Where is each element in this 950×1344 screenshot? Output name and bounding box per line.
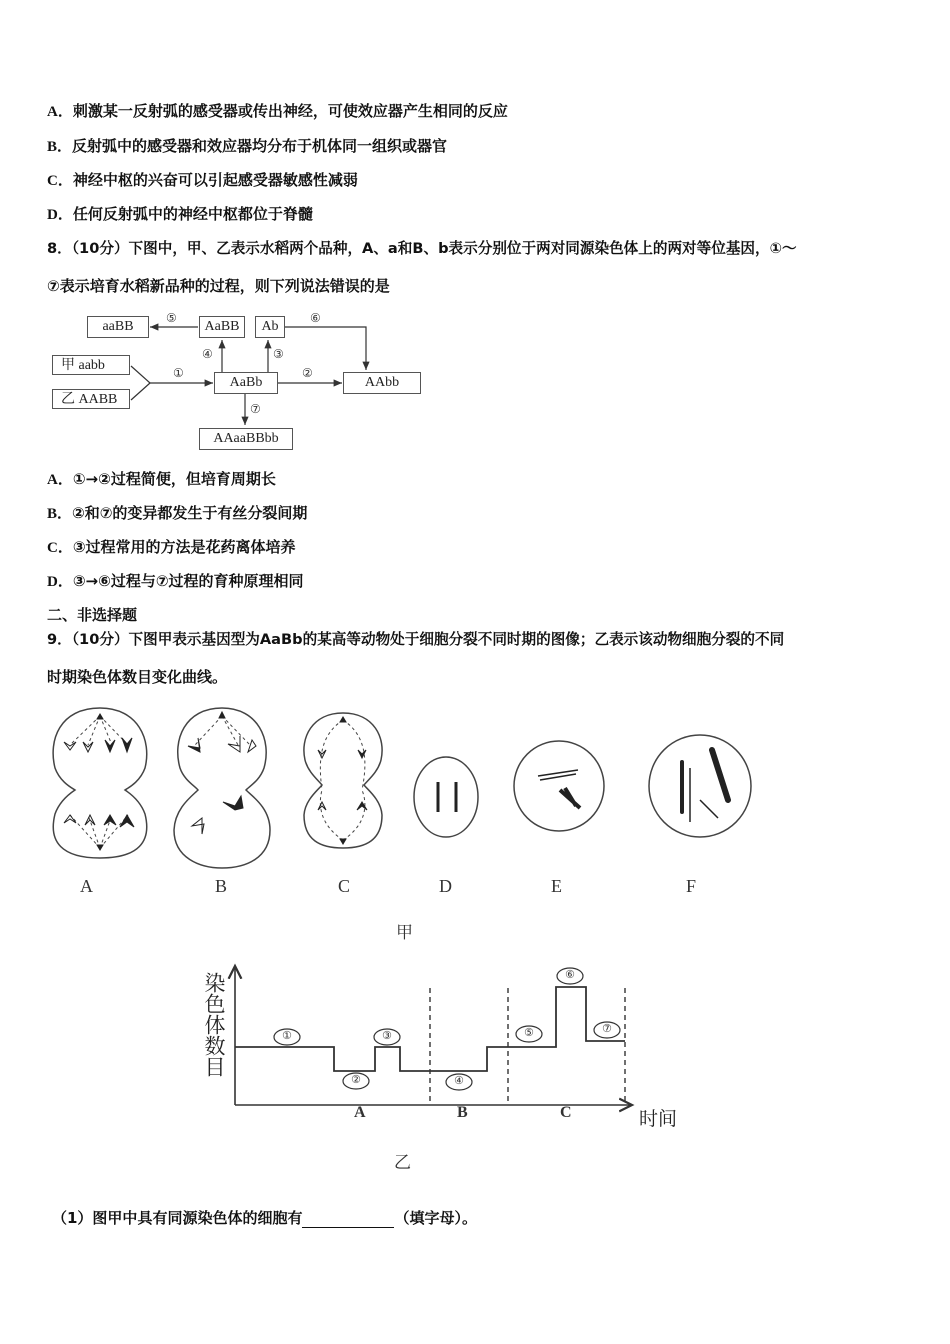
cell-label-c: C [338, 876, 351, 896]
fig2-caption: 乙 [394, 1153, 411, 1173]
q8-option-b: B．②和⑦的变异都发生于有丝分裂间期 [47, 504, 308, 522]
graph-ylabel: 染色体数目 [202, 972, 226, 1077]
q7-option-b: B．反射弧中的感受器和效应器均分布于机体同一组织或器官 [47, 137, 448, 155]
step-7: ⑦ [250, 402, 261, 416]
stage-label-c: C [560, 1104, 572, 1121]
q8-option-c: C．③过程常用的方法是花药离体培养 [47, 538, 296, 556]
fig1-caption: 甲 [396, 923, 413, 943]
graph-xlabel: 时间 [639, 1108, 678, 1130]
box-aaBB: aaBB [87, 316, 149, 338]
seg-3: ③ [382, 1029, 392, 1042]
box-AaBB: AaBB [199, 316, 245, 338]
cell-label-b: B [215, 876, 228, 896]
cell-label-f: F [686, 876, 697, 896]
step-3: ③ [273, 347, 284, 361]
seg-1: ① [282, 1029, 292, 1042]
q8-stem-line2: ⑦表示培育水稻新品种的过程，则下列说法错误的是 [47, 277, 390, 295]
seg-6: ⑥ [565, 968, 575, 981]
step-6: ⑥ [310, 311, 321, 325]
q9-sub1: （1）图甲中具有同源染色体的细胞有 （填字母）。 [52, 1209, 477, 1227]
q7-option-a: A．刺激某一反射弧的感受器或传出神经，可使效应器产生相同的反应 [47, 102, 508, 120]
stage-label-a: A [354, 1104, 366, 1121]
answer-blank[interactable] [302, 1211, 394, 1228]
cell-label-e: E [551, 876, 562, 896]
q8-option-a: A．①→②过程简便，但培育周期长 [47, 470, 276, 488]
box-yi: 乙 AABB [52, 389, 130, 409]
q8-stem-line1: 8．（10分）下图中，甲、乙表示水稻两个品种，A、a和B、b表示分别位于两对同源染色体上的两对等位基因，①～ [47, 240, 797, 257]
box-Ab: Ab [255, 316, 285, 338]
step-4: ④ [202, 347, 213, 361]
seg-4: ④ [454, 1074, 464, 1087]
step-1: ① [173, 366, 184, 380]
box-jia: 甲 aabb [52, 355, 130, 375]
seg-7: ⑦ [602, 1022, 612, 1035]
q8-option-d: D．③→⑥过程与⑦过程的育种原理相同 [47, 572, 304, 590]
step-2: ② [302, 366, 313, 380]
box-AaBb: AaBb [214, 372, 278, 394]
q9-stem-line2: 时期染色体数目变化曲线。 [47, 668, 228, 686]
box-AAbb: AAbb [343, 372, 421, 394]
q7-option-d: D．任何反射弧中的神经中枢都位于脊髓 [47, 205, 313, 223]
step-5: ⑤ [166, 311, 177, 325]
box-AAaaBBbb: AAaaBBbb [199, 428, 293, 450]
cell-label-a: A [80, 876, 93, 896]
cell-label-d: D [439, 876, 452, 896]
seg-5: ⑤ [524, 1026, 534, 1039]
stage-label-b: B [457, 1104, 468, 1121]
seg-2: ② [351, 1073, 361, 1086]
q7-option-c: C．神经中枢的兴奋可以引起感受器敏感性减弱 [47, 171, 358, 189]
q9-stem-line1: 9．（10分）下图甲表示基因型为AaBb的某高等动物处于细胞分裂不同时期的图像；乙表示该动物细胞分裂的不同 [47, 631, 785, 648]
section-title: 二、非选择题 [47, 606, 138, 624]
